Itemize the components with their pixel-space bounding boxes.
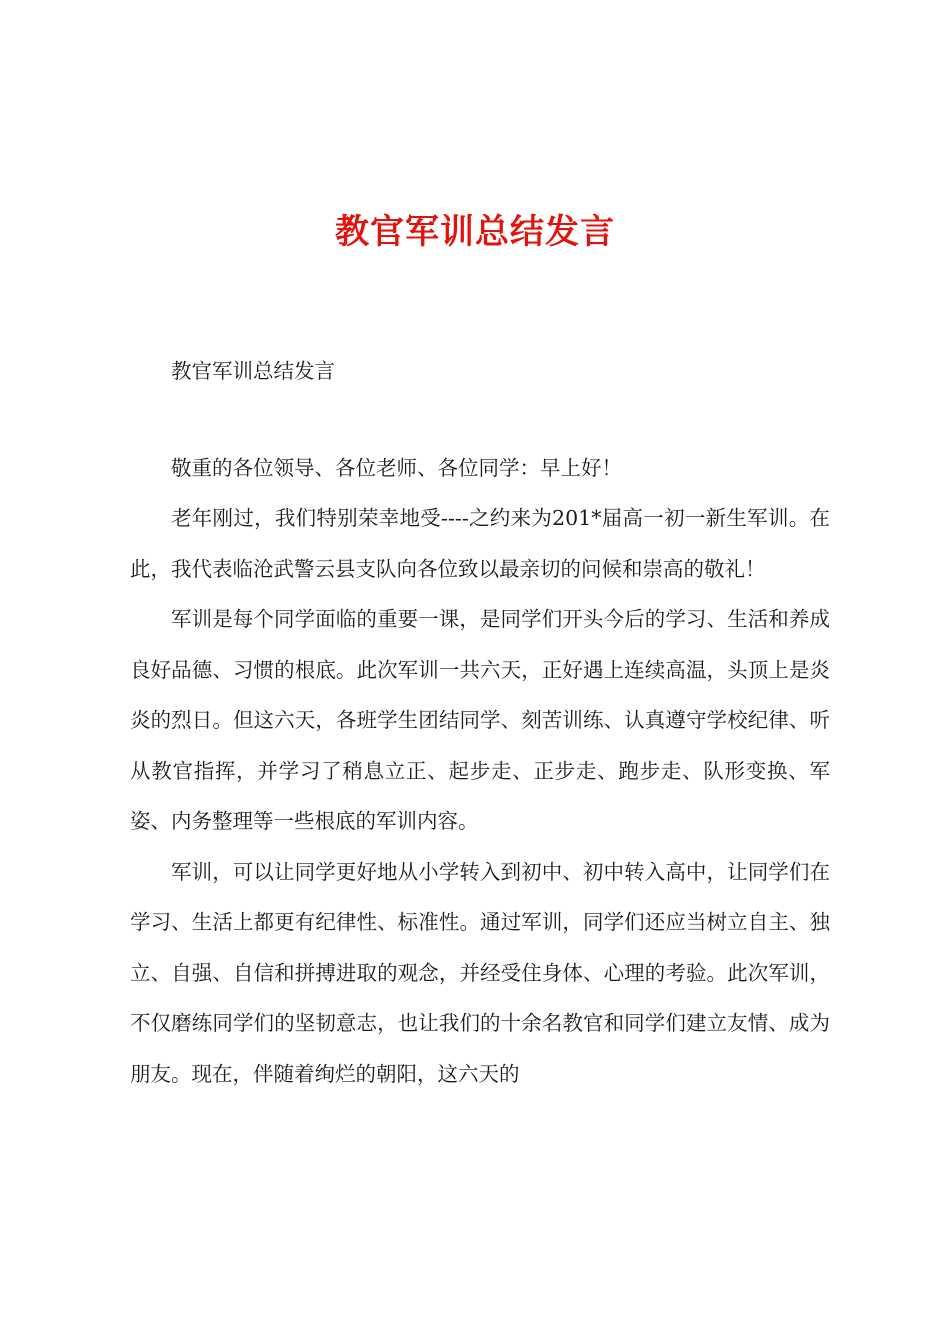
document-title: 教官军训总结发言 xyxy=(335,212,615,252)
paragraph-training-significance: 军训，可以让同学更好地从小学转入到初中、初中转入高中，让同学们在学习、生活上都更有纪律性、标准性。通过军训，同学们还应当树立自主、独立、自强、自信和拼搏进取的观念，并经受住身体、心理的考验。此次军训，不仅磨练同学们的坚韧意志，也让我们的十余名教官和同学们建立友情、成为朋友。现在，伴随着绚烂的朝阳，这六天的 xyxy=(130,859,830,1086)
paragraph-introduction: 老年刚过，我们特别荣幸地受----之约来为201*届高一初一新生军训。在此，我代表临沧武警云县支队向各位致以最亲切的问候和崇高的敬礼！ xyxy=(130,506,830,581)
paragraph-greeting: 敬重的各位领导、各位老师、各位同学：早上好！ xyxy=(171,455,622,480)
paragraph-training-content: 军训是每个同学面临的重要一课，是同学们开头今后的学习、生活和养成良好品德、习惯的根底。此次军训一共六天，正好遇上连续高温，头顶上是炎炎的烈日。但这六天，各班学生团结同学、刻苦训练、认真遵守学校纪律、听从教官指挥，并学习了稍息立正、起步走、正步走、跑步走、队形变换、军姿、内务整理等一些根底的军训内容。 xyxy=(130,607,830,833)
document-body xyxy=(130,346,830,1099)
document-subtitle: 教官军训总结发言 xyxy=(171,359,335,383)
spacer xyxy=(130,397,830,443)
